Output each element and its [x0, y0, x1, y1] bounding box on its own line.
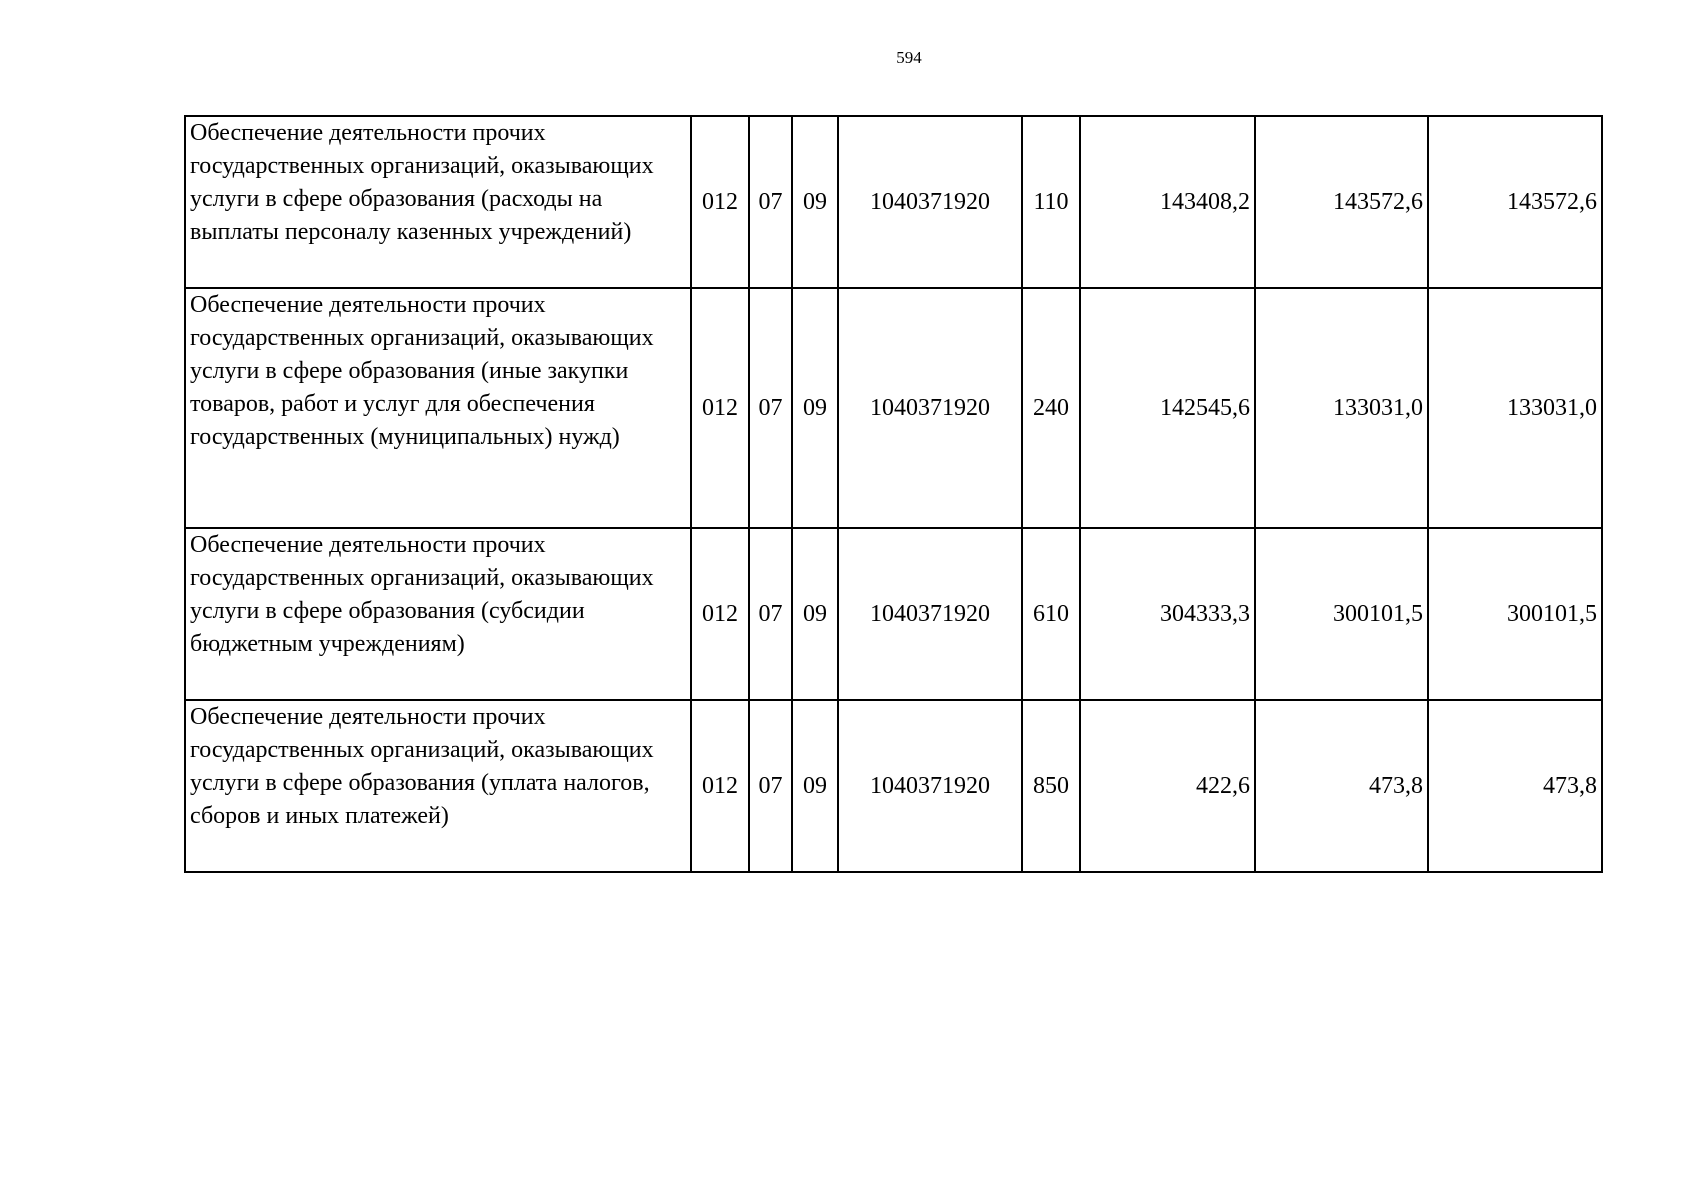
amount-1-cell: 304333,3 [1080, 528, 1255, 700]
amount-3-cell: 143572,6 [1428, 116, 1602, 288]
ministry-code-cell: 012 [691, 528, 749, 700]
table-row [185, 288, 1602, 528]
target-article-cell: 1040371920 [838, 116, 1022, 288]
subsection-code-cell: 09 [792, 116, 838, 288]
section-code-cell: 07 [749, 528, 792, 700]
section-code-cell: 07 [749, 288, 792, 528]
amount-3-cell: 300101,5 [1428, 528, 1602, 700]
subsection-code-cell: 09 [792, 528, 838, 700]
description-cell: Обеспечение деятельности прочих государственных организаций, оказывающих услуги в сфере образования (субсидии бюджетным учреждениям) [185, 528, 691, 700]
table-row [185, 700, 1602, 872]
subsection-code-cell: 09 [792, 700, 838, 872]
description-cell: Обеспечение деятельности прочих государственных организаций, оказывающих услуги в сфере образования (иные закупки товаров, работ и услуг для обеспечения государственных (муниципальных) нужд) [185, 288, 691, 528]
amount-1-cell: 143408,2 [1080, 116, 1255, 288]
ministry-code-cell: 012 [691, 288, 749, 528]
ministry-code-cell: 012 [691, 700, 749, 872]
expense-type-cell: 240 [1022, 288, 1080, 528]
amount-2-cell: 300101,5 [1255, 528, 1428, 700]
section-code-cell: 07 [749, 700, 792, 872]
amount-3-cell: 133031,0 [1428, 288, 1602, 528]
amount-2-cell: 473,8 [1255, 700, 1428, 872]
table-row [185, 116, 1602, 288]
table-row [185, 528, 1602, 700]
expense-type-cell: 610 [1022, 528, 1080, 700]
budget-table [184, 115, 1603, 873]
target-article-cell: 1040371920 [838, 288, 1022, 528]
page-number: 594 [896, 48, 922, 67]
expense-type-cell: 110 [1022, 116, 1080, 288]
subsection-code-cell: 09 [792, 288, 838, 528]
amount-2-cell: 143572,6 [1255, 116, 1428, 288]
amount-2-cell: 133031,0 [1255, 288, 1428, 528]
expense-type-cell: 850 [1022, 700, 1080, 872]
amount-1-cell: 142545,6 [1080, 288, 1255, 528]
target-article-cell: 1040371920 [838, 528, 1022, 700]
section-code-cell: 07 [749, 116, 792, 288]
ministry-code-cell: 012 [691, 116, 749, 288]
target-article-cell: 1040371920 [838, 700, 1022, 872]
description-cell: Обеспечение деятельности прочих государственных организаций, оказывающих услуги в сфере образования (уплата налогов, сборов и иных платежей) [185, 700, 691, 872]
description-cell: Обеспечение деятельности прочих государственных организаций, оказывающих услуги в сфере образования (расходы на выплаты персоналу казенных учреждений) [185, 116, 691, 288]
amount-1-cell: 422,6 [1080, 700, 1255, 872]
amount-3-cell: 473,8 [1428, 700, 1602, 872]
